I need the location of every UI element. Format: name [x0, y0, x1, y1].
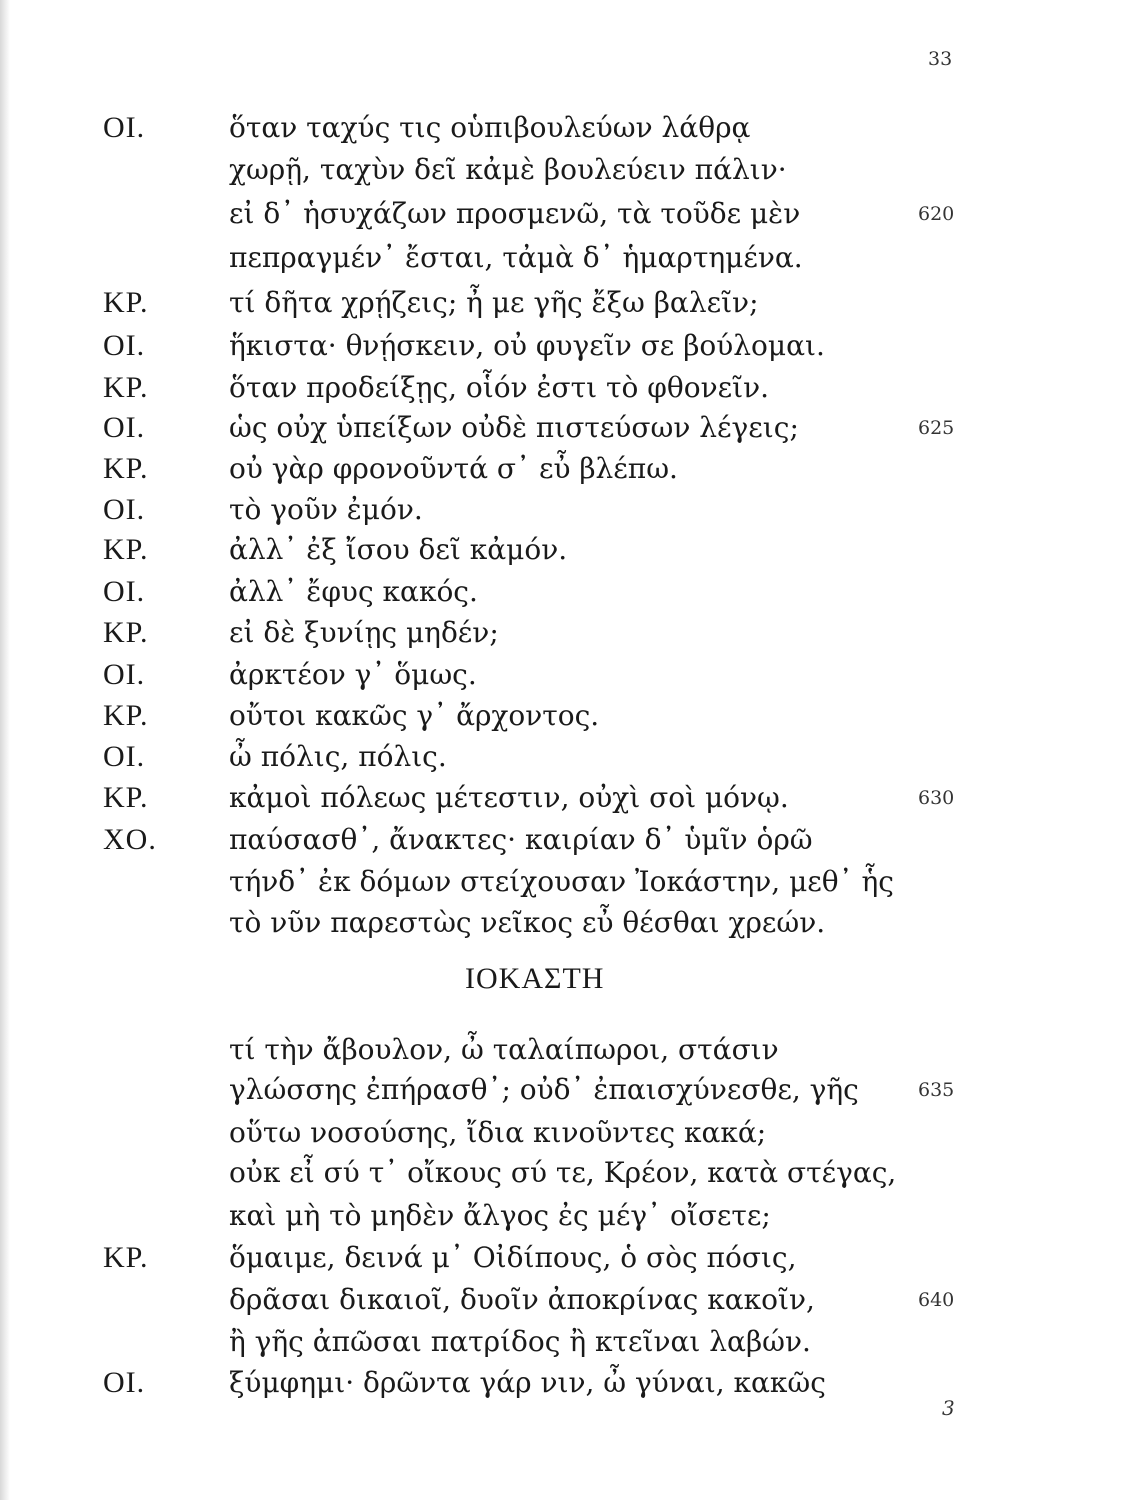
verse-text: ἥκιστα· θνῄσκειν, οὐ φυγεῖν σε βούλομαι. [229, 329, 825, 362]
verse-text: τί δῆτα χρῄζεις; ἦ με γῆς ἔξω βαλεῖν; [229, 286, 759, 319]
page-number: 33 [928, 48, 953, 70]
speaker-label: KP. [103, 371, 149, 404]
verse-line [0, 530, 1130, 570]
verse-line [0, 449, 1130, 489]
verse-text: τήνδ᾽ ἐκ δόμων στείχουσαν Ἰοκάστην, μεθ᾽ ἧς [229, 865, 894, 898]
speaker-label: OI. [103, 493, 146, 526]
line-number: 620 [918, 203, 955, 225]
speaker-label: KP. [103, 781, 149, 814]
verse-line [0, 1113, 1130, 1153]
speaker-label: KP. [103, 286, 149, 319]
verse-line [0, 1030, 1130, 1070]
verse-line [0, 820, 1130, 860]
verse-text: ὅταν ταχύς τις οὑπιβουλεύων λάθρᾳ [229, 111, 751, 144]
verse-line [0, 1322, 1130, 1362]
speaker-label: OI. [103, 658, 146, 691]
verse-line [0, 1363, 1130, 1403]
line-number: 625 [918, 417, 955, 439]
verse-line [0, 655, 1130, 695]
verse-line [0, 1280, 1130, 1320]
verse-text: παύσασθ᾽, ἄνακτες· καιρίαν δ᾽ ὑμῖν ὁρῶ [229, 823, 813, 856]
verse-text: τὸ γοῦν ἐμόν. [229, 493, 423, 526]
verse-line [0, 572, 1130, 612]
verse-text: πεπραγμέν᾽ ἔσται, τἀμὰ δ᾽ ἡμαρτημένα. [229, 241, 803, 274]
verse-text: τί τὴν ἄβουλον, ὦ ταλαίπωροι, στάσιν [229, 1033, 779, 1066]
verse-text: γλώσσης ἐπήρασθ᾽; οὐδ᾽ ἐπαισχύνεσθε, γῆς [229, 1073, 859, 1106]
verse-line [0, 108, 1130, 148]
speaker-label: OI. [103, 411, 146, 444]
verse-text: εἰ δὲ ξυνίῃς μηδέν; [229, 616, 499, 649]
verse-text: ξύμφημι· δρῶντα γάρ νιν, ὦ γύναι, κακῶς [229, 1366, 826, 1399]
verse-text: ὅταν προδείξῃς, οἷόν ἐστι τὸ φθονεῖν. [229, 371, 770, 404]
verse-text: καὶ μὴ τὸ μηδὲν ἄλγος ἐς μέγ᾽ οἴσετε; [229, 1199, 771, 1232]
verse-line [0, 238, 1130, 278]
verse-line [0, 1196, 1130, 1236]
speaker-label: OI. [103, 1366, 146, 1399]
verse-text: εἰ δ᾽ ἡσυχάζων προσμενῶ, τὰ τοῦδε μὲν [229, 197, 801, 230]
verse-text: ὡς οὐχ ὑπείξων οὐδὲ πιστεύσων λέγεις; [229, 411, 799, 444]
verse-text: οὔτοι κακῶς γ᾽ ἄρχοντος. [229, 699, 600, 732]
verse-line [0, 368, 1130, 408]
speaker-label: KP. [103, 1241, 149, 1274]
verse-line [0, 194, 1130, 234]
verse-text: χωρῇ, ταχὺν δεῖ κἀμὲ βουλεύειν πάλιν· [229, 153, 787, 186]
verse-line [0, 903, 1130, 943]
speaker-label: OI. [103, 329, 146, 362]
speaker-label: OI. [103, 111, 146, 144]
line-number: 635 [918, 1079, 955, 1101]
verse-line [0, 326, 1130, 366]
verse-line [0, 613, 1130, 653]
verse-line [0, 150, 1130, 190]
verse-line [0, 1153, 1130, 1193]
speaker-label: OI. [103, 575, 146, 608]
verse-text: ἀρκτέον γ᾽ ὅμως. [229, 658, 477, 691]
verse-text: τὸ νῦν παρεστὼς νεῖκος εὖ θέσθαι χρεών. [229, 906, 826, 939]
speaker-label: KP. [103, 616, 149, 649]
character-heading: ΙΟΚΑΣΤΗ [465, 962, 605, 995]
verse-line [0, 490, 1130, 530]
verse-text: ἀλλ᾽ ἐξ ἴσου δεῖ κἀμόν. [229, 533, 568, 566]
verse-line [0, 778, 1130, 818]
verse-line [0, 737, 1130, 777]
signature-mark: 3 [942, 1396, 955, 1420]
verse-line [0, 696, 1130, 736]
speaker-label: KP. [103, 699, 149, 732]
speaker-label: KP. [103, 533, 149, 566]
speaker-label: XO. [103, 823, 157, 856]
verse-text: οὐκ εἶ σύ τ᾽ οἴκους σύ τε, Κρέον, κατὰ στέγας, [229, 1156, 897, 1189]
verse-text: ὅμαιμε, δεινά μ᾽ Οἰδίπους, ὁ σὸς πόσις, [229, 1241, 797, 1274]
verse-text: ὦ πόλις, πόλις. [229, 740, 447, 773]
verse-line [0, 1238, 1130, 1278]
verse-text: ἢ γῆς ἀπῶσαι πατρίδος ἢ κτεῖναι λαβών. [229, 1325, 811, 1358]
speaker-label: OI. [103, 740, 146, 773]
line-number: 630 [918, 787, 955, 809]
verse-text: δρᾶσαι δικαιοῖ, δυοῖν ἀποκρίνας κακοῖν, [229, 1283, 815, 1316]
verse-line [0, 1070, 1130, 1110]
verse-line [0, 283, 1130, 323]
verse-text: ἀλλ᾽ ἔφυς κακός. [229, 575, 478, 608]
line-number: 640 [918, 1289, 955, 1311]
verse-text: οὕτω νοσούσης, ἴδια κινοῦντες κακά; [229, 1116, 767, 1149]
verse-line [0, 408, 1130, 448]
verse-line [0, 862, 1130, 902]
verse-text: κἀμοὶ πόλεως μέτεστιν, οὐχὶ σοὶ μόνῳ. [229, 781, 789, 814]
speaker-label: KP. [103, 452, 149, 485]
verse-text: οὐ γὰρ φρονοῦντά σ᾽ εὖ βλέπω. [229, 452, 678, 485]
